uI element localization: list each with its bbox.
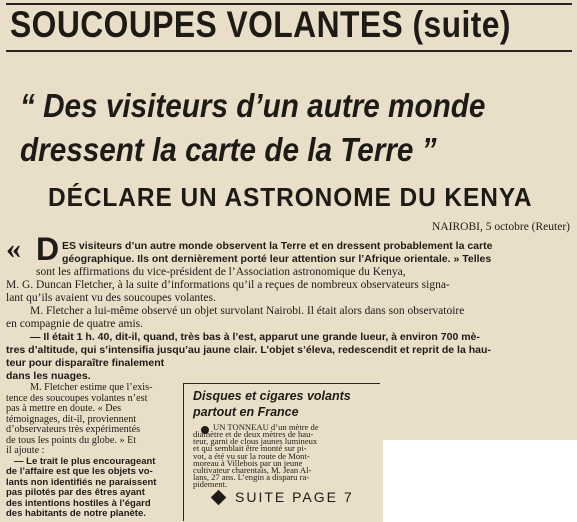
column-quote-line: des habitants de notre planète. xyxy=(6,508,146,519)
drop-cap: D xyxy=(36,231,60,267)
column-line: pas à mettre en doute. « Des xyxy=(6,403,122,414)
dateline: NAIROBI, 5 octobre (Reuter) xyxy=(432,221,570,233)
box-line: UN TONNEAU d’un mètre de xyxy=(213,422,319,432)
column-quote-line: lants non identifiés ne paraissent xyxy=(6,476,157,488)
box-title-line-2: partout en France xyxy=(193,405,299,419)
body-line: M. Fletcher a lui-même observé un objet survolant Nairobi. Il était alors dans son observatoire xyxy=(30,305,465,317)
box-line: cultivateur charentais, M. Jean Al- xyxy=(193,464,312,475)
lead-line: ES visiteurs d’un autre monde observent la Terre et en dressent probablement la carte xyxy=(62,240,493,252)
box-line: lans, 27 ans. L’engin a disparu ra- xyxy=(193,471,310,482)
subheadline: DÉCLARE UN ASTRONOME DU KENYA xyxy=(48,182,533,212)
column-line: témoignages, dit-il, proviennent xyxy=(6,413,137,425)
column-quote-line: — Le trait le plus encourageant xyxy=(14,455,156,467)
column-line: de tous les points du globe. » Et xyxy=(6,434,137,446)
box-title-line-1: Disques et cigares volants xyxy=(193,389,351,403)
quote-line: — Il était 1 h. 40, dit-il, quand, très bas à l’est, apparut une grande lueur, à environ 700 mè- xyxy=(30,331,480,343)
quote-line: dans les nuages. xyxy=(6,370,91,382)
body-line: lant qu’ils avaient vu des soucoupes volantes. xyxy=(6,292,216,304)
box-line: et qui semblait être monté sur pi- xyxy=(193,443,307,454)
body-line: M. G. Duncan Fletcher, à la suite d’informations qu’il a reçues de nombreux observateurs signa- xyxy=(6,279,450,291)
body-line: en compagnie de quatre amis. xyxy=(6,318,143,330)
lead-line: géographique. Ils ont dernièrement porté leur attention sur l’Afrique orientale. » Telles xyxy=(62,253,492,265)
column-quote-line: de l’affaire est que les objets vo- xyxy=(6,466,153,477)
column-line: tence des soucoupes volantes n’est xyxy=(6,392,148,404)
quote-line: tres d’altitude, qui s’intensifia jusqu’au jaune clair. L’objet s’éleva, redescendit et reprit de la hau- xyxy=(6,344,491,356)
quote-line: teur pour disparaître finalement xyxy=(6,357,165,369)
box-line: vot, a été vu sur la route de Mont- xyxy=(193,450,310,461)
column-quote-line: des intentions hostiles à l’égard xyxy=(6,497,151,509)
kicker-headline: SOUCOUPES VOLANTES (suite) xyxy=(10,4,511,45)
column-quote-line: pas pilotés par des êtres ayant xyxy=(6,487,145,498)
column-line: il ajoute : xyxy=(6,445,45,456)
headline-line-1: “ Des visiteurs d’un autre monde xyxy=(20,87,486,124)
continuation-text: SUITE PAGE 7 xyxy=(235,489,354,505)
body-line: sont les affirmations du vice-président de l’Association astronomique du Kenya, xyxy=(36,266,406,278)
column-line: d’observateurs très expérimentés xyxy=(6,424,141,435)
headline-line-2: dressent la carte de la Terre ” xyxy=(20,131,437,168)
box-line: teur, garni de clous jaunes lumineux xyxy=(193,436,318,447)
column-line: M. Fletcher estime que l’exis- xyxy=(30,382,153,393)
box-line: pidement. xyxy=(193,479,228,489)
opening-guillemet: « xyxy=(6,232,21,265)
box-line: moreau à Villebois par un jeune xyxy=(193,457,303,468)
kicker-rule xyxy=(6,50,572,52)
blank-area xyxy=(383,440,577,522)
box-line: diamètre et de deux mètres de hau- xyxy=(193,429,314,440)
